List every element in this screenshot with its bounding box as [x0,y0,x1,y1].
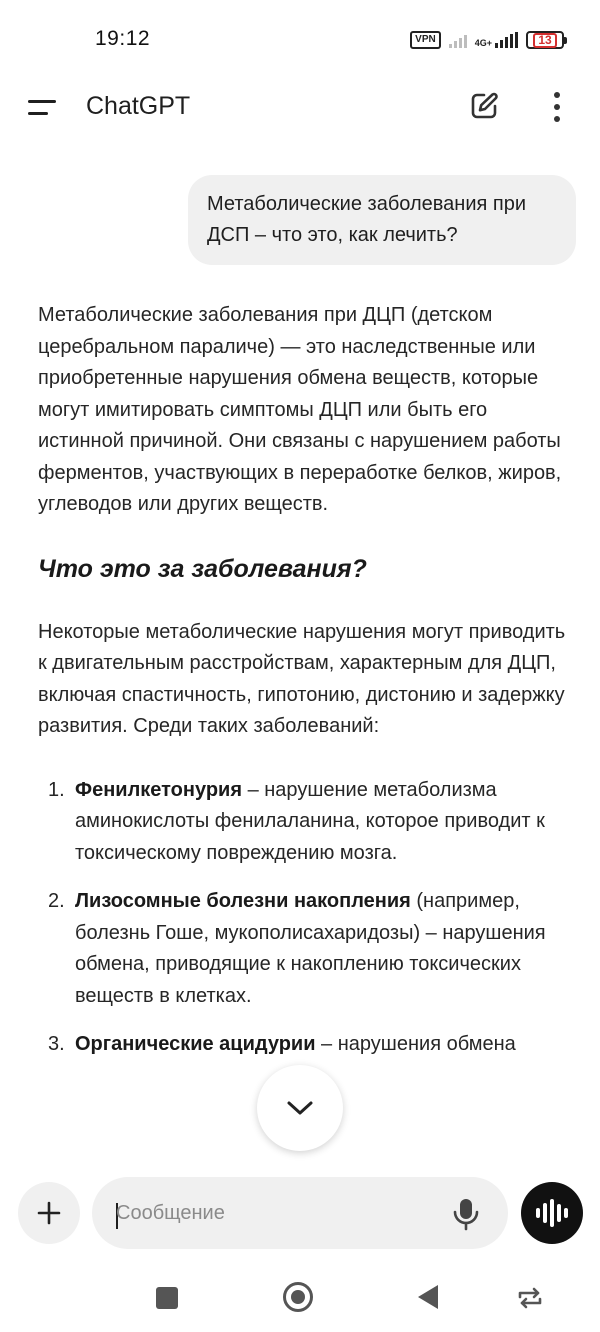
list-item-text: – нарушение метаболизма аминокислоты фенилаланина, которое приводит к токсическому повреждению мозга. [75,778,545,864]
attach-button[interactable] [18,1182,80,1244]
microphone-button[interactable] [450,1197,482,1231]
recents-square-icon[interactable] [156,1287,178,1309]
battery-level: 13 [533,33,556,48]
list-item-text: – нарушения обмена [315,1033,516,1055]
new-chat-edit-icon[interactable] [468,90,500,122]
chat-thread[interactable] [0,150,600,1170]
composer [0,1170,600,1258]
back-triangle-icon[interactable] [418,1285,438,1309]
message-input[interactable] [116,1177,436,1249]
app-bar [0,80,600,136]
status-bar [0,0,600,80]
home-circle-icon[interactable] [283,1282,313,1312]
assistant-message [38,300,568,1078]
list-item-term: Органические ацидурии [75,1033,316,1055]
status-icons [410,28,564,52]
list-item-term: Лизосомные болезни накопления [75,890,411,912]
battery-icon [526,31,564,49]
list-item-text: (например, болезнь Гоше, мукополисахаридозы) – нарушения обмена, приводящие к накоплению токсических веществ в клетках. [75,890,546,1007]
status-time: 19:12 [95,27,151,50]
plus-icon [37,1201,61,1225]
microphone-icon [450,1197,482,1231]
list-item-term: Фенилкетонурия [75,778,243,801]
system-nav-bar [0,1258,600,1332]
user-message: Метаболические заболевания при ДСП – что это, как лечить? [188,175,576,265]
signal-sim2-icon [449,32,467,48]
answer-paragraph: Некоторые метаболические нарушения могут приводить к двигательным расстройствам, характерным для ДЦП, включая спастичность, гипотонию, дистонию и задержку развития. Среди таких заболеваний: [38,620,566,737]
voice-mode-button[interactable] [521,1182,583,1244]
rotate-icon[interactable] [516,1285,544,1311]
menu-icon[interactable] [28,96,58,120]
list-item: 1. Фенилкетонурия – нарушение метаболизма аминокислоты фенилаланина, которое приводит к токсическому повреждению мозга. [48,778,545,864]
network-4g-icon: 4G+ [475,32,518,48]
list-item: 3. Органические ацидурии – нарушения обмена [48,1033,516,1055]
more-vertical-icon[interactable] [546,90,568,124]
vpn-icon: VPN [410,31,441,49]
answer-intro: Метаболические заболевания при ДЦП (детском церебральном параличе) — это наследственные или приобретенные нарушения обмена веществ, которые могут имитировать симптомы ДЦП или быть его истинной причиной. Они связаны с нарушением работы ферментов, участвующих в переработке белков, жиров, углеводов или других веществ. [38,304,562,515]
disease-list [38,775,568,1061]
list-item: 2. Лизосомные болезни накопления (например, болезнь Гоше, мукополисахаридозы) – нарушения обмена, приводящие к накоплению токсических веществ в клетках. [48,890,546,1007]
scroll-down-button[interactable] [257,1065,343,1151]
message-input-container[interactable] [92,1177,508,1249]
answer-heading: Что это за заболевания? [38,554,367,583]
chevron-down-icon [286,1099,314,1117]
app-title: ChatGPT [86,92,191,120]
